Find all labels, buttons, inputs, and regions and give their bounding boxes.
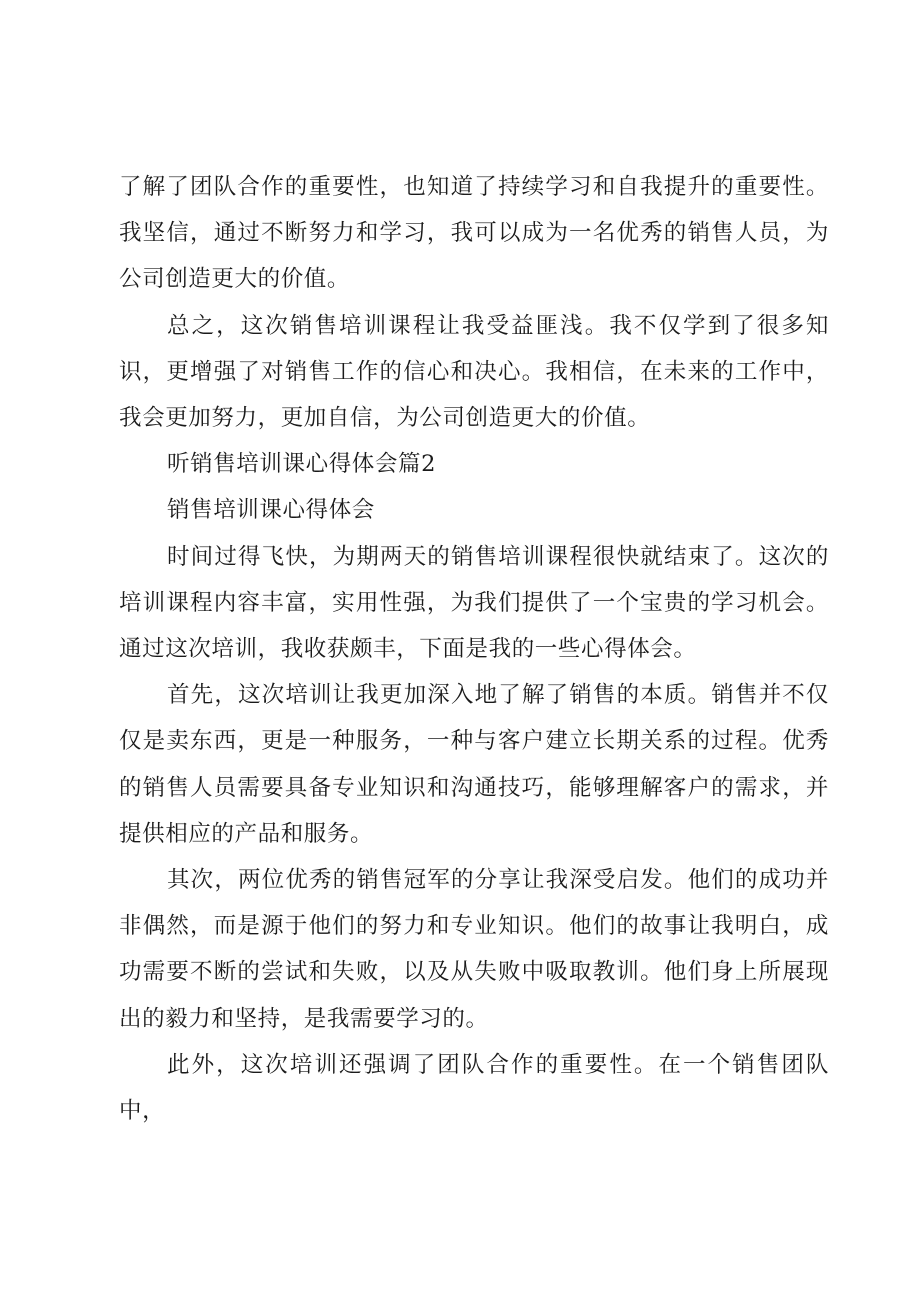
paragraph-intro: 时间过得飞快，为期两天的销售培训课程很快就结束了。这次的培训课程内容丰富，实用性强，为我们提供了一个宝贵的学习机会。通过这次培训，我收获颇丰，下面是我的一些心得体会。 — [119, 543, 829, 663]
paragraph-continuation: 了解了团队合作的重要性，也知道了持续学习和自我提升的重要性。我坚信，通过不断努力和学习，我可以成为一名优秀的销售人员，为公司创造更大的价值。 — [119, 174, 829, 293]
section-title: 听销售培训课心得体会篇2 — [167, 451, 437, 478]
section-subtitle: 销售培训课心得体会 — [167, 497, 375, 524]
document-body — [119, 164, 829, 1134]
paragraph-second-point: 其次，两位优秀的销售冠军的分享让我深受启发。他们的成功并非偶然，而是源于他们的努力和专业知识。他们的故事让我明白，成功需要不断的尝试和失败，以及从失败中吸取教训。他们身上所展现出的毅力和坚持，是我需要学习的。 — [119, 867, 829, 1032]
paragraph-conclusion: 总之，这次销售培训课程让我受益匪浅。我不仅学到了很多知识，更增强了对销售工作的信心和决心。我相信，在未来的工作中，我会更加努力，更加自信，为公司创造更大的价值。 — [119, 312, 829, 432]
paragraph-third-point: 此外，这次培训还强调了团队合作的重要性。在一个销售团队中， — [119, 1051, 829, 1125]
paragraph-first-point: 首先，这次培训让我更加深入地了解了销售的本质。销售并不仅仅是卖东西，更是一种服务，一种与客户建立长期关系的过程。优秀的销售人员需要具备专业知识和沟通技巧，能够理解客户的需求，并提供相应的产品和服务。 — [119, 682, 829, 847]
